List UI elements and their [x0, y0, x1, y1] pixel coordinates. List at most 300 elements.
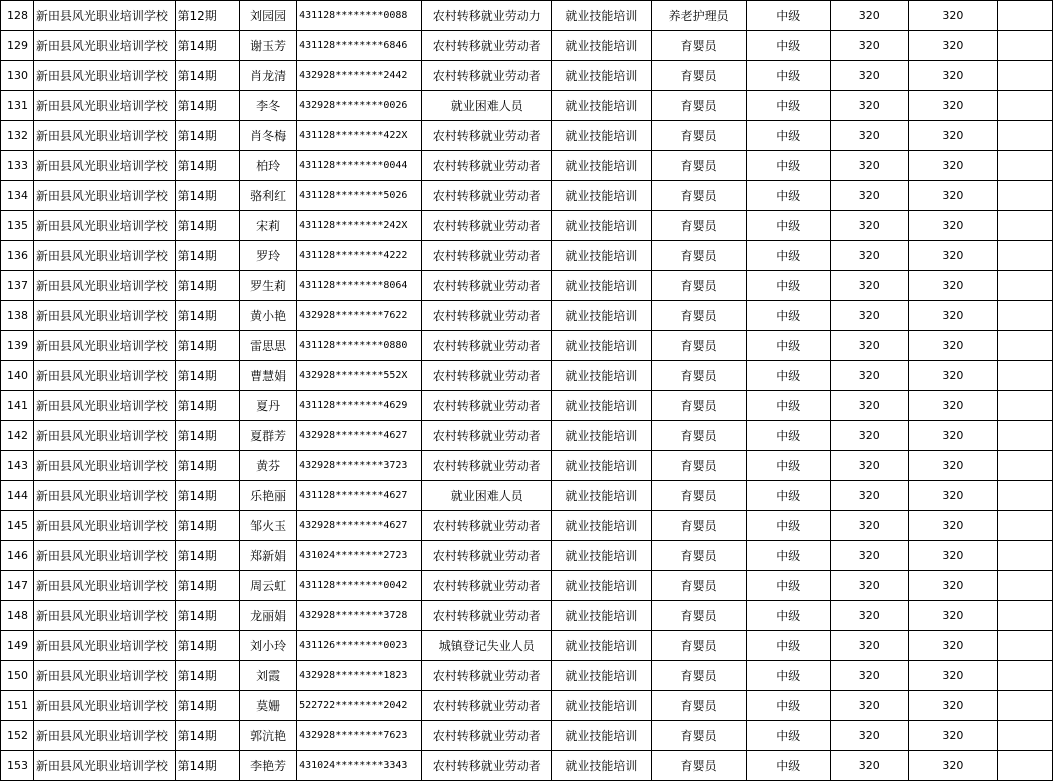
subsidy-amount-cell[interactable]: 320: [830, 91, 908, 121]
remark-cell[interactable]: [998, 1, 1053, 31]
skill-level-cell[interactable]: 中级: [746, 151, 830, 181]
id-number-cell[interactable]: 432928********3723: [297, 451, 422, 481]
trainee-name-cell[interactable]: 骆利红: [240, 181, 297, 211]
row-index-cell[interactable]: 129: [1, 31, 34, 61]
subsidy-amount-cell[interactable]: 320: [830, 391, 908, 421]
remark-cell[interactable]: [998, 211, 1053, 241]
paid-amount-cell[interactable]: 320: [908, 721, 998, 751]
id-number-cell[interactable]: 431128********4627: [297, 481, 422, 511]
paid-amount-cell[interactable]: 320: [908, 301, 998, 331]
paid-amount-cell[interactable]: 320: [908, 481, 998, 511]
skill-level-cell[interactable]: 中级: [746, 541, 830, 571]
skill-level-cell[interactable]: 中级: [746, 361, 830, 391]
trainee-name-cell[interactable]: 肖冬梅: [240, 121, 297, 151]
training-type-cell[interactable]: 就业技能培训: [552, 421, 652, 451]
school-name-cell[interactable]: 新田县风光职业培训学校: [33, 511, 175, 541]
school-name-cell[interactable]: 新田县风光职业培训学校: [33, 451, 175, 481]
personnel-category-cell[interactable]: 农村转移就业劳动者: [422, 181, 552, 211]
occupation-cell[interactable]: 育婴员: [651, 721, 746, 751]
remark-cell[interactable]: [998, 241, 1053, 271]
skill-level-cell[interactable]: 中级: [746, 301, 830, 331]
training-type-cell[interactable]: 就业技能培训: [552, 271, 652, 301]
school-name-cell[interactable]: 新田县风光职业培训学校: [33, 481, 175, 511]
period-cell[interactable]: 第14期: [175, 91, 240, 121]
paid-amount-cell[interactable]: 320: [908, 31, 998, 61]
trainee-name-cell[interactable]: 罗生莉: [240, 271, 297, 301]
subsidy-amount-cell[interactable]: 320: [830, 211, 908, 241]
personnel-category-cell[interactable]: 城镇登记失业人员: [422, 631, 552, 661]
id-number-cell[interactable]: 432928********0026: [297, 91, 422, 121]
trainee-name-cell[interactable]: 郑新娟: [240, 541, 297, 571]
remark-cell[interactable]: [998, 151, 1053, 181]
period-cell[interactable]: 第14期: [175, 271, 240, 301]
subsidy-amount-cell[interactable]: 320: [830, 481, 908, 511]
row-index-cell[interactable]: 138: [1, 301, 34, 331]
skill-level-cell[interactable]: 中级: [746, 181, 830, 211]
paid-amount-cell[interactable]: 320: [908, 691, 998, 721]
personnel-category-cell[interactable]: 农村转移就业劳动者: [422, 421, 552, 451]
remark-cell[interactable]: [998, 751, 1053, 781]
period-cell[interactable]: 第14期: [175, 451, 240, 481]
training-type-cell[interactable]: 就业技能培训: [552, 91, 652, 121]
id-number-cell[interactable]: 432928********4627: [297, 511, 422, 541]
training-type-cell[interactable]: 就业技能培训: [552, 301, 652, 331]
trainee-name-cell[interactable]: 夏丹: [240, 391, 297, 421]
trainee-name-cell[interactable]: 罗玲: [240, 241, 297, 271]
skill-level-cell[interactable]: 中级: [746, 691, 830, 721]
subsidy-amount-cell[interactable]: 320: [830, 451, 908, 481]
personnel-category-cell[interactable]: 农村转移就业劳动者: [422, 331, 552, 361]
training-type-cell[interactable]: 就业技能培训: [552, 181, 652, 211]
skill-level-cell[interactable]: 中级: [746, 451, 830, 481]
remark-cell[interactable]: [998, 601, 1053, 631]
skill-level-cell[interactable]: 中级: [746, 271, 830, 301]
skill-level-cell[interactable]: 中级: [746, 511, 830, 541]
row-index-cell[interactable]: 136: [1, 241, 34, 271]
trainee-name-cell[interactable]: 刘园园: [240, 1, 297, 31]
period-cell[interactable]: 第12期: [175, 1, 240, 31]
school-name-cell[interactable]: 新田县风光职业培训学校: [33, 91, 175, 121]
row-index-cell[interactable]: 144: [1, 481, 34, 511]
remark-cell[interactable]: [998, 631, 1053, 661]
training-type-cell[interactable]: 就业技能培训: [552, 721, 652, 751]
id-number-cell[interactable]: 432928********2442: [297, 61, 422, 91]
period-cell[interactable]: 第14期: [175, 31, 240, 61]
occupation-cell[interactable]: 育婴员: [651, 601, 746, 631]
training-type-cell[interactable]: 就业技能培训: [552, 211, 652, 241]
id-number-cell[interactable]: 432928********7623: [297, 721, 422, 751]
period-cell[interactable]: 第14期: [175, 691, 240, 721]
id-number-cell[interactable]: 431128********0880: [297, 331, 422, 361]
school-name-cell[interactable]: 新田县风光职业培训学校: [33, 541, 175, 571]
remark-cell[interactable]: [998, 331, 1053, 361]
training-type-cell[interactable]: 就业技能培训: [552, 451, 652, 481]
school-name-cell[interactable]: 新田县风光职业培训学校: [33, 751, 175, 781]
subsidy-amount-cell[interactable]: 320: [830, 361, 908, 391]
row-index-cell[interactable]: 147: [1, 571, 34, 601]
occupation-cell[interactable]: 育婴员: [651, 211, 746, 241]
trainee-name-cell[interactable]: 龙丽娟: [240, 601, 297, 631]
row-index-cell[interactable]: 151: [1, 691, 34, 721]
trainee-name-cell[interactable]: 李冬: [240, 91, 297, 121]
personnel-category-cell[interactable]: 农村转移就业劳动者: [422, 451, 552, 481]
id-number-cell[interactable]: 431128********8064: [297, 271, 422, 301]
period-cell[interactable]: 第14期: [175, 391, 240, 421]
skill-level-cell[interactable]: 中级: [746, 751, 830, 781]
id-number-cell[interactable]: 522722********2042: [297, 691, 422, 721]
paid-amount-cell[interactable]: 320: [908, 181, 998, 211]
paid-amount-cell[interactable]: 320: [908, 61, 998, 91]
trainee-name-cell[interactable]: 刘霞: [240, 661, 297, 691]
occupation-cell[interactable]: 育婴员: [651, 241, 746, 271]
occupation-cell[interactable]: 育婴员: [651, 61, 746, 91]
occupation-cell[interactable]: 育婴员: [651, 331, 746, 361]
trainee-name-cell[interactable]: 乐艳丽: [240, 481, 297, 511]
period-cell[interactable]: 第14期: [175, 181, 240, 211]
school-name-cell[interactable]: 新田县风光职业培训学校: [33, 181, 175, 211]
period-cell[interactable]: 第14期: [175, 211, 240, 241]
row-index-cell[interactable]: 139: [1, 331, 34, 361]
trainee-name-cell[interactable]: 周云虹: [240, 571, 297, 601]
school-name-cell[interactable]: 新田县风光职业培训学校: [33, 721, 175, 751]
school-name-cell[interactable]: 新田县风光职业培训学校: [33, 151, 175, 181]
remark-cell[interactable]: [998, 271, 1053, 301]
subsidy-amount-cell[interactable]: 320: [830, 61, 908, 91]
trainee-name-cell[interactable]: 邹火玉: [240, 511, 297, 541]
paid-amount-cell[interactable]: 320: [908, 91, 998, 121]
school-name-cell[interactable]: 新田县风光职业培训学校: [33, 391, 175, 421]
school-name-cell[interactable]: 新田县风光职业培训学校: [33, 31, 175, 61]
subsidy-amount-cell[interactable]: 320: [830, 1, 908, 31]
remark-cell[interactable]: [998, 121, 1053, 151]
paid-amount-cell[interactable]: 320: [908, 541, 998, 571]
personnel-category-cell[interactable]: 农村转移就业劳动者: [422, 31, 552, 61]
period-cell[interactable]: 第14期: [175, 421, 240, 451]
id-number-cell[interactable]: 432928********7622: [297, 301, 422, 331]
id-number-cell[interactable]: 431128********6846: [297, 31, 422, 61]
skill-level-cell[interactable]: 中级: [746, 31, 830, 61]
subsidy-amount-cell[interactable]: 320: [830, 721, 908, 751]
training-type-cell[interactable]: 就业技能培训: [552, 571, 652, 601]
id-number-cell[interactable]: 431126********0023: [297, 631, 422, 661]
subsidy-amount-cell[interactable]: 320: [830, 181, 908, 211]
subsidy-amount-cell[interactable]: 320: [830, 31, 908, 61]
row-index-cell[interactable]: 145: [1, 511, 34, 541]
occupation-cell[interactable]: 育婴员: [651, 151, 746, 181]
training-type-cell[interactable]: 就业技能培训: [552, 31, 652, 61]
subsidy-amount-cell[interactable]: 320: [830, 631, 908, 661]
trainee-name-cell[interactable]: 李艳芳: [240, 751, 297, 781]
skill-level-cell[interactable]: 中级: [746, 421, 830, 451]
id-number-cell[interactable]: 431128********4222: [297, 241, 422, 271]
period-cell[interactable]: 第14期: [175, 751, 240, 781]
period-cell[interactable]: 第14期: [175, 601, 240, 631]
id-number-cell[interactable]: 432928********1823: [297, 661, 422, 691]
remark-cell[interactable]: [998, 31, 1053, 61]
subsidy-amount-cell[interactable]: 320: [830, 271, 908, 301]
occupation-cell[interactable]: 育婴员: [651, 481, 746, 511]
personnel-category-cell[interactable]: 农村转移就业劳动者: [422, 721, 552, 751]
subsidy-amount-cell[interactable]: 320: [830, 331, 908, 361]
training-type-cell[interactable]: 就业技能培训: [552, 601, 652, 631]
row-index-cell[interactable]: 132: [1, 121, 34, 151]
training-type-cell[interactable]: 就业技能培训: [552, 631, 652, 661]
remark-cell[interactable]: [998, 361, 1053, 391]
skill-level-cell[interactable]: 中级: [746, 241, 830, 271]
row-index-cell[interactable]: 146: [1, 541, 34, 571]
period-cell[interactable]: 第14期: [175, 301, 240, 331]
trainee-name-cell[interactable]: 宋莉: [240, 211, 297, 241]
occupation-cell[interactable]: 育婴员: [651, 361, 746, 391]
remark-cell[interactable]: [998, 721, 1053, 751]
skill-level-cell[interactable]: 中级: [746, 631, 830, 661]
training-type-cell[interactable]: 就业技能培训: [552, 121, 652, 151]
occupation-cell[interactable]: 育婴员: [651, 301, 746, 331]
skill-level-cell[interactable]: 中级: [746, 481, 830, 511]
remark-cell[interactable]: [998, 481, 1053, 511]
school-name-cell[interactable]: 新田县风光职业培训学校: [33, 1, 175, 31]
paid-amount-cell[interactable]: 320: [908, 601, 998, 631]
training-type-cell[interactable]: 就业技能培训: [552, 481, 652, 511]
id-number-cell[interactable]: 432928********3728: [297, 601, 422, 631]
subsidy-amount-cell[interactable]: 320: [830, 241, 908, 271]
row-index-cell[interactable]: 143: [1, 451, 34, 481]
training-type-cell[interactable]: 就业技能培训: [552, 151, 652, 181]
trainee-name-cell[interactable]: 谢玉芳: [240, 31, 297, 61]
skill-level-cell[interactable]: 中级: [746, 61, 830, 91]
occupation-cell[interactable]: 育婴员: [651, 751, 746, 781]
training-type-cell[interactable]: 就业技能培训: [552, 541, 652, 571]
period-cell[interactable]: 第14期: [175, 661, 240, 691]
personnel-category-cell[interactable]: 农村转移就业劳动者: [422, 361, 552, 391]
id-number-cell[interactable]: 432928********4627: [297, 421, 422, 451]
paid-amount-cell[interactable]: 320: [908, 631, 998, 661]
occupation-cell[interactable]: 育婴员: [651, 91, 746, 121]
training-type-cell[interactable]: 就业技能培训: [552, 241, 652, 271]
trainee-name-cell[interactable]: 黄芬: [240, 451, 297, 481]
period-cell[interactable]: 第14期: [175, 331, 240, 361]
period-cell[interactable]: 第14期: [175, 721, 240, 751]
remark-cell[interactable]: [998, 511, 1053, 541]
paid-amount-cell[interactable]: 320: [908, 511, 998, 541]
id-number-cell[interactable]: 431128********4629: [297, 391, 422, 421]
occupation-cell[interactable]: 育婴员: [651, 391, 746, 421]
occupation-cell[interactable]: 育婴员: [651, 661, 746, 691]
subsidy-amount-cell[interactable]: 320: [830, 751, 908, 781]
school-name-cell[interactable]: 新田县风光职业培训学校: [33, 331, 175, 361]
personnel-category-cell[interactable]: 农村转移就业劳动者: [422, 211, 552, 241]
row-index-cell[interactable]: 153: [1, 751, 34, 781]
personnel-category-cell[interactable]: 就业困难人员: [422, 91, 552, 121]
school-name-cell[interactable]: 新田县风光职业培训学校: [33, 271, 175, 301]
row-index-cell[interactable]: 149: [1, 631, 34, 661]
skill-level-cell[interactable]: 中级: [746, 721, 830, 751]
personnel-category-cell[interactable]: 农村转移就业劳动者: [422, 511, 552, 541]
personnel-category-cell[interactable]: 农村转移就业劳动者: [422, 301, 552, 331]
occupation-cell[interactable]: 育婴员: [651, 421, 746, 451]
school-name-cell[interactable]: 新田县风光职业培训学校: [33, 631, 175, 661]
school-name-cell[interactable]: 新田县风光职业培训学校: [33, 301, 175, 331]
trainee-name-cell[interactable]: 郭沆艳: [240, 721, 297, 751]
paid-amount-cell[interactable]: 320: [908, 1, 998, 31]
subsidy-amount-cell[interactable]: 320: [830, 601, 908, 631]
paid-amount-cell[interactable]: 320: [908, 751, 998, 781]
remark-cell[interactable]: [998, 301, 1053, 331]
period-cell[interactable]: 第14期: [175, 241, 240, 271]
row-index-cell[interactable]: 133: [1, 151, 34, 181]
personnel-category-cell[interactable]: 就业困难人员: [422, 481, 552, 511]
paid-amount-cell[interactable]: 320: [908, 661, 998, 691]
remark-cell[interactable]: [998, 181, 1053, 211]
occupation-cell[interactable]: 育婴员: [651, 451, 746, 481]
skill-level-cell[interactable]: 中级: [746, 91, 830, 121]
occupation-cell[interactable]: 育婴员: [651, 691, 746, 721]
subsidy-amount-cell[interactable]: 320: [830, 541, 908, 571]
period-cell[interactable]: 第14期: [175, 151, 240, 181]
personnel-category-cell[interactable]: 农村转移就业劳动者: [422, 151, 552, 181]
personnel-category-cell[interactable]: 农村转移就业劳动者: [422, 61, 552, 91]
period-cell[interactable]: 第14期: [175, 61, 240, 91]
occupation-cell[interactable]: 养老护理员: [651, 1, 746, 31]
period-cell[interactable]: 第14期: [175, 361, 240, 391]
trainee-name-cell[interactable]: 夏群芳: [240, 421, 297, 451]
row-index-cell[interactable]: 134: [1, 181, 34, 211]
remark-cell[interactable]: [998, 61, 1053, 91]
trainee-name-cell[interactable]: 肖龙清: [240, 61, 297, 91]
id-number-cell[interactable]: 431128********5026: [297, 181, 422, 211]
row-index-cell[interactable]: 131: [1, 91, 34, 121]
personnel-category-cell[interactable]: 农村转移就业劳动者: [422, 601, 552, 631]
subsidy-amount-cell[interactable]: 320: [830, 691, 908, 721]
remark-cell[interactable]: [998, 391, 1053, 421]
remark-cell[interactable]: [998, 91, 1053, 121]
training-type-cell[interactable]: 就业技能培训: [552, 1, 652, 31]
occupation-cell[interactable]: 育婴员: [651, 541, 746, 571]
personnel-category-cell[interactable]: 农村转移就业劳动者: [422, 271, 552, 301]
personnel-category-cell[interactable]: 农村转移就业劳动者: [422, 661, 552, 691]
personnel-category-cell[interactable]: 农村转移就业劳动者: [422, 391, 552, 421]
training-type-cell[interactable]: 就业技能培训: [552, 391, 652, 421]
training-type-cell[interactable]: 就业技能培训: [552, 331, 652, 361]
training-type-cell[interactable]: 就业技能培训: [552, 661, 652, 691]
skill-level-cell[interactable]: 中级: [746, 661, 830, 691]
subsidy-amount-cell[interactable]: 320: [830, 301, 908, 331]
subsidy-amount-cell[interactable]: 320: [830, 421, 908, 451]
training-type-cell[interactable]: 就业技能培训: [552, 61, 652, 91]
personnel-category-cell[interactable]: 农村转移就业劳动者: [422, 121, 552, 151]
occupation-cell[interactable]: 育婴员: [651, 181, 746, 211]
personnel-category-cell[interactable]: 农村转移就业劳动者: [422, 691, 552, 721]
period-cell[interactable]: 第14期: [175, 631, 240, 661]
paid-amount-cell[interactable]: 320: [908, 451, 998, 481]
school-name-cell[interactable]: 新田县风光职业培训学校: [33, 601, 175, 631]
trainee-name-cell[interactable]: 柏玲: [240, 151, 297, 181]
paid-amount-cell[interactable]: 320: [908, 271, 998, 301]
remark-cell[interactable]: [998, 451, 1053, 481]
period-cell[interactable]: 第14期: [175, 121, 240, 151]
subsidy-amount-cell[interactable]: 320: [830, 511, 908, 541]
skill-level-cell[interactable]: 中级: [746, 1, 830, 31]
skill-level-cell[interactable]: 中级: [746, 211, 830, 241]
remark-cell[interactable]: [998, 571, 1053, 601]
school-name-cell[interactable]: 新田县风光职业培训学校: [33, 241, 175, 271]
occupation-cell[interactable]: 育婴员: [651, 271, 746, 301]
paid-amount-cell[interactable]: 320: [908, 211, 998, 241]
row-index-cell[interactable]: 135: [1, 211, 34, 241]
paid-amount-cell[interactable]: 320: [908, 151, 998, 181]
personnel-category-cell[interactable]: 农村转移就业劳动者: [422, 571, 552, 601]
period-cell[interactable]: 第14期: [175, 511, 240, 541]
school-name-cell[interactable]: 新田县风光职业培训学校: [33, 691, 175, 721]
school-name-cell[interactable]: 新田县风光职业培训学校: [33, 211, 175, 241]
skill-level-cell[interactable]: 中级: [746, 571, 830, 601]
row-index-cell[interactable]: 152: [1, 721, 34, 751]
skill-level-cell[interactable]: 中级: [746, 601, 830, 631]
personnel-category-cell[interactable]: 农村转移就业劳动者: [422, 751, 552, 781]
paid-amount-cell[interactable]: 320: [908, 241, 998, 271]
training-type-cell[interactable]: 就业技能培训: [552, 511, 652, 541]
trainee-name-cell[interactable]: 曹慧娟: [240, 361, 297, 391]
subsidy-amount-cell[interactable]: 320: [830, 571, 908, 601]
row-index-cell[interactable]: 128: [1, 1, 34, 31]
trainee-name-cell[interactable]: 刘小玲: [240, 631, 297, 661]
training-type-cell[interactable]: 就业技能培训: [552, 691, 652, 721]
row-index-cell[interactable]: 150: [1, 661, 34, 691]
occupation-cell[interactable]: 育婴员: [651, 511, 746, 541]
school-name-cell[interactable]: 新田县风光职业培训学校: [33, 571, 175, 601]
id-number-cell[interactable]: 431128********0088: [297, 1, 422, 31]
personnel-category-cell[interactable]: 农村转移就业劳动者: [422, 241, 552, 271]
occupation-cell[interactable]: 育婴员: [651, 31, 746, 61]
paid-amount-cell[interactable]: 320: [908, 331, 998, 361]
subsidy-amount-cell[interactable]: 320: [830, 661, 908, 691]
personnel-category-cell[interactable]: 农村转移就业劳动者: [422, 541, 552, 571]
personnel-category-cell[interactable]: 农村转移就业劳动力: [422, 1, 552, 31]
id-number-cell[interactable]: 431024********3343: [297, 751, 422, 781]
school-name-cell[interactable]: 新田县风光职业培训学校: [33, 421, 175, 451]
paid-amount-cell[interactable]: 320: [908, 361, 998, 391]
row-index-cell[interactable]: 142: [1, 421, 34, 451]
remark-cell[interactable]: [998, 691, 1053, 721]
period-cell[interactable]: 第14期: [175, 481, 240, 511]
period-cell[interactable]: 第14期: [175, 541, 240, 571]
paid-amount-cell[interactable]: 320: [908, 571, 998, 601]
trainee-name-cell[interactable]: 雷思思: [240, 331, 297, 361]
school-name-cell[interactable]: 新田县风光职业培训学校: [33, 361, 175, 391]
remark-cell[interactable]: [998, 661, 1053, 691]
skill-level-cell[interactable]: 中级: [746, 121, 830, 151]
row-index-cell[interactable]: 130: [1, 61, 34, 91]
id-number-cell[interactable]: 431128********242X: [297, 211, 422, 241]
row-index-cell[interactable]: 137: [1, 271, 34, 301]
row-index-cell[interactable]: 141: [1, 391, 34, 421]
occupation-cell[interactable]: 育婴员: [651, 571, 746, 601]
id-number-cell[interactable]: 431128********0044: [297, 151, 422, 181]
school-name-cell[interactable]: 新田县风光职业培训学校: [33, 661, 175, 691]
subsidy-amount-cell[interactable]: 320: [830, 151, 908, 181]
trainee-name-cell[interactable]: 黄小艳: [240, 301, 297, 331]
id-number-cell[interactable]: 432928********552X: [297, 361, 422, 391]
occupation-cell[interactable]: 育婴员: [651, 631, 746, 661]
remark-cell[interactable]: [998, 421, 1053, 451]
training-type-cell[interactable]: 就业技能培训: [552, 361, 652, 391]
school-name-cell[interactable]: 新田县风光职业培训学校: [33, 61, 175, 91]
skill-level-cell[interactable]: 中级: [746, 391, 830, 421]
skill-level-cell[interactable]: 中级: [746, 331, 830, 361]
id-number-cell[interactable]: 431128********0042: [297, 571, 422, 601]
trainee-name-cell[interactable]: 莫姗: [240, 691, 297, 721]
row-index-cell[interactable]: 140: [1, 361, 34, 391]
